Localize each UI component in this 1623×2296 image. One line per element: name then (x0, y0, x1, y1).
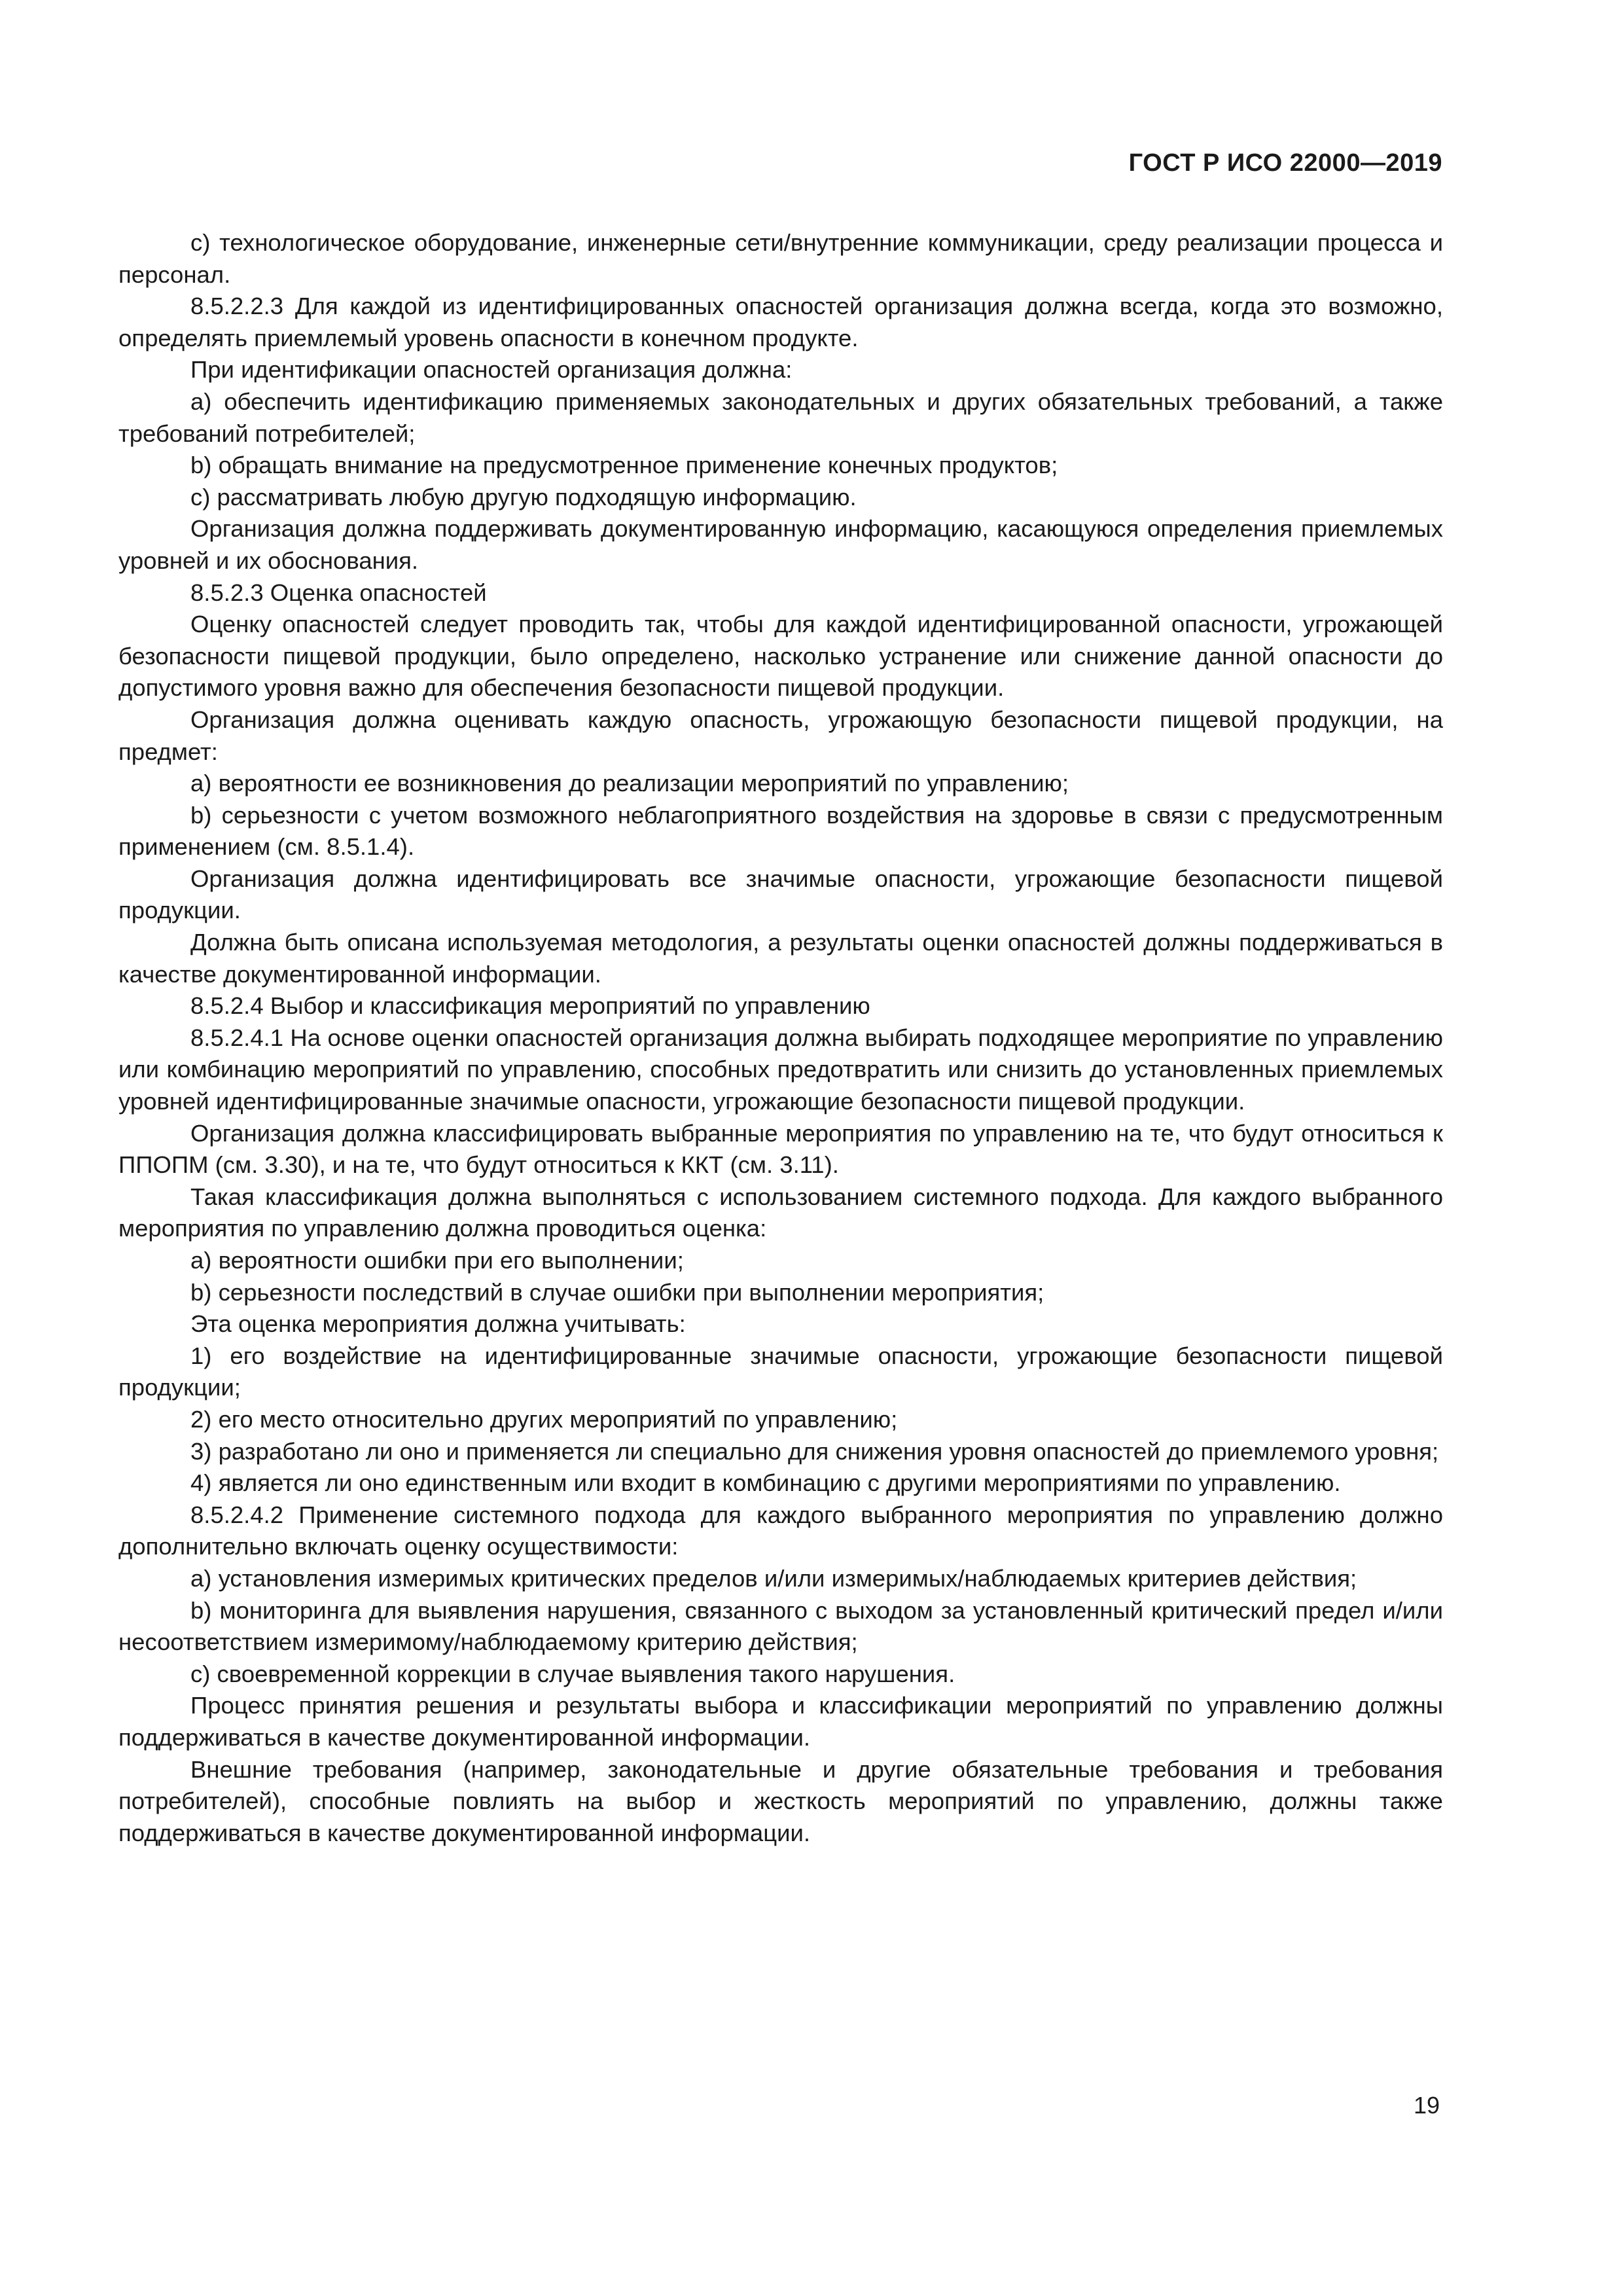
paragraph: Эта оценка мероприятия должна учитывать: (190, 1310, 686, 1338)
paragraph: 4) является ли оно единственным или входит в комбинацию с другими мероприятиями по управлению. (190, 1469, 1341, 1497)
paragraph: Внешние требования (например, законодательные и другие обязательные требования и требования потребителей), способные повлиять на выбор и жесткость мероприятий по управлению, должны также поддерживаться в качестве документированной информации. (118, 1755, 1443, 1846)
section-heading: 8.5.2.4 Выбор и классификация мероприятий по управлению (190, 992, 870, 1020)
paragraph: a) установления измеримых критических пределов и/или измеримых/наблюдаемых критериев действия; (190, 1564, 1357, 1592)
paragraph: b) мониторинга для выявления нарушения, связанного с выходом за установленный критический предел и/или несоответствием измеримому/наблюдаемому критерию действия; (118, 1596, 1443, 1656)
paragraph: 1) его воздействие на идентифицированные значимые опасности, угрожающие безопасности пищевой продукции; (118, 1342, 1443, 1401)
paragraph: b) обращать внимание на предусмотренное применение конечных продуктов; (190, 452, 1058, 479)
page-number: 19 (1413, 2092, 1440, 2119)
paragraph: 8.5.2.2.3 Для каждой из идентифицированных опасностей организация должна всегда, когда это возможно, определять приемлемый уровень опасности в конечном продукте. (118, 293, 1443, 351)
paragraph: Организация должна оценивать каждую опасность, угрожающую безопасности пищевой продукции, на предмет: (118, 706, 1443, 765)
paragraph: При идентификации опасностей организация должна: (190, 356, 793, 384)
paragraph: Организация должна классифицировать выбранные мероприятия по управлению на те, что будут относиться к ППОПМ (см. 3.30), и на те, что будут относиться к ККТ (см. 3.11). (118, 1119, 1443, 1179)
paragraph: a) обеспечить идентификацию применяемых законодательных и других обязательных требований, а также требований потребителей; (118, 387, 1443, 447)
paragraph: Оценку опасностей следует проводить так, чтобы для каждой идентифицированной опасности, угрожающей безопасности пищевой продукции, было определено, насколько устранение или снижение данной опасности до допустимого уровня важно для обеспечения безопасности пищевой продукции. (118, 611, 1443, 702)
paragraph: c) рассматривать любую другую подходящую информацию. (190, 483, 857, 511)
paragraph: a) вероятности ее возникновения до реализации мероприятий по управлению; (190, 770, 1069, 797)
paragraph: b) серьезности последствий в случае ошибки при выполнении мероприятия; (190, 1278, 1044, 1306)
paragraph: c) технологическое оборудование, инженерные сети/внутренние коммуникации, среду реализации процесса и персонал. (118, 229, 1443, 288)
paragraph: Должна быть описана используемая методология, а результаты оценки опасностей должны поддерживаться в качестве документированной информации. (118, 929, 1443, 988)
paragraph: 8.5.2.4.1 На основе оценки опасностей организация должна выбирать подходящее мероприятие по управлению или комбинацию мероприятий по управлению, способных предотвратить или снизить до установленных приемлемых уровней идентифицированные значимые опасности, угрожающие безопасности пищевой продукции. (118, 1024, 1443, 1115)
paragraph: 8.5.2.4.2 Применение системного подхода для каждого выбранного мероприятия по управлению должно дополнительно включать оценку осуществимости: (118, 1501, 1443, 1560)
document-body (118, 227, 1443, 1849)
standard-code-header: ГОСТ Р ИСО 22000—2019 (1128, 149, 1442, 177)
section-heading: 8.5.2.3 Оценка опасностей (190, 579, 487, 606)
paragraph: Процесс принятия решения и результаты выбора и классификации мероприятий по управлению должны поддерживаться в качестве документированной информации. (118, 1692, 1443, 1751)
paragraph: Организация должна идентифицировать все значимые опасности, угрожающие безопасности пищевой продукции. (118, 865, 1443, 924)
paragraph: 2) его место относительно других мероприятий по управлению; (190, 1405, 898, 1433)
paragraph: Организация должна поддерживать документированную информацию, касающуюся определения приемлемых уровней и их обоснования. (118, 515, 1443, 574)
paragraph: c) своевременной коррекции в случае выявления такого нарушения. (190, 1660, 955, 1687)
paragraph: b) серьезности с учетом возможного неблагоприятного воздействия на здоровье в связи с предусмотренным применением (см. 8.5.1.4). (118, 801, 1443, 861)
paragraph: Такая классификация должна выполняться с использованием системного подхода. Для каждого выбранного мероприятия по управлению должна проводиться оценка: (118, 1183, 1443, 1242)
paragraph: a) вероятности ошибки при его выполнении; (190, 1247, 684, 1274)
paragraph: 3) разработано ли оно и применяется ли специально для снижения уровня опасностей до приемлемого уровня; (190, 1437, 1439, 1465)
